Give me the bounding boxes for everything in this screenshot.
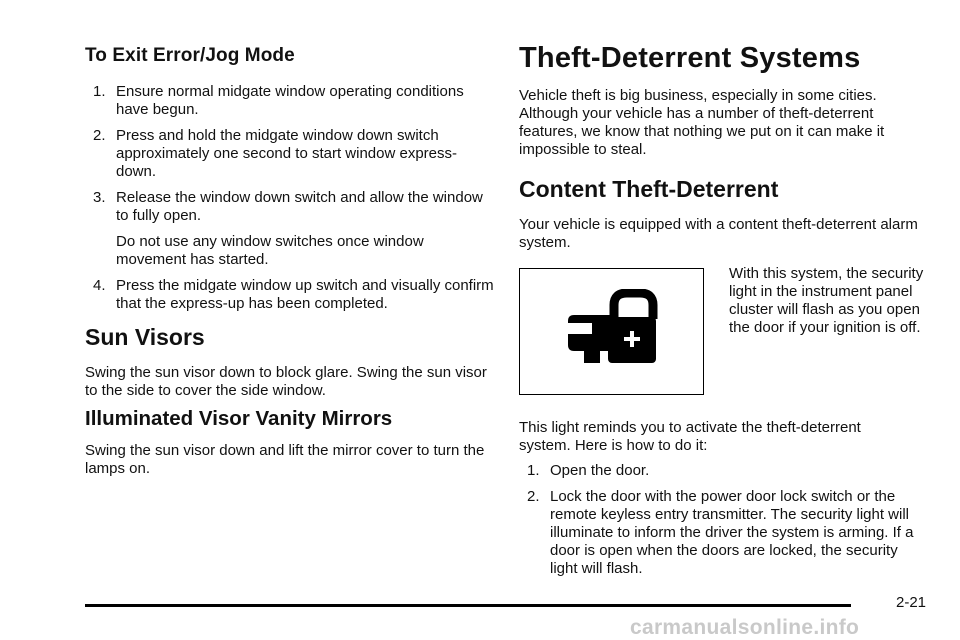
step-text: Press the midgate window up switch and visually confirm that the express-up has been completed. xyxy=(116,277,494,312)
security-light-description: With this system, the security light in the instrument panel cluster will flash as you open the door if your ignition is off. xyxy=(729,265,924,336)
sun-visors-text: Swing the sun visor down to block glare. Swing the sun visor to the side to cover the side window. xyxy=(85,364,487,399)
content-theft-heading: Content Theft-Deterrent xyxy=(519,176,779,202)
step-number: 1. xyxy=(93,83,106,100)
step-note xyxy=(85,233,495,269)
list-item xyxy=(85,277,495,313)
reminder-text: This light reminds you to activate the theft-deterrent system. Here is how to do it: xyxy=(519,419,861,454)
step-number: 1. xyxy=(527,462,540,479)
watermark: carmanualsonline.info xyxy=(630,616,860,639)
step-text: Lock the door with the power door lock switch or the remote keyless entry transmitter. The security light will illuminate to inform the driver the system is arming. If a door is open when the doors are locked, the security light will flash. xyxy=(550,488,914,577)
exit-error-jog-heading: To Exit Error/Jog Mode xyxy=(85,45,295,66)
list-item xyxy=(85,83,495,119)
footer-rule xyxy=(85,604,851,607)
list-item xyxy=(85,127,495,181)
step-number: 2. xyxy=(93,127,106,144)
theft-deterrent-text: Vehicle theft is big business, especially in some cities. Although your vehicle has a number of theft-deterrent features, we know that nothing we put on it can make it impossible to steal. xyxy=(519,87,885,158)
step-number: 4. xyxy=(93,277,106,294)
step-text: Open the door. xyxy=(550,462,650,479)
step-text: Ensure normal midgate window operating conditions have begun. xyxy=(116,83,464,118)
security-light-figure xyxy=(519,268,704,395)
mirrors-text: Swing the sun visor down and lift the mirror cover to turn the lamps on. xyxy=(85,442,485,477)
page-number: 2-21 xyxy=(896,594,927,611)
arming-steps-list xyxy=(519,462,929,586)
step-text: Press and hold the midgate window down switch approximately one second to start window express-down. xyxy=(116,127,458,180)
theft-deterrent-heading: Theft-Deterrent Systems xyxy=(519,42,861,74)
step-number: 2. xyxy=(527,488,540,505)
list-item xyxy=(519,488,929,578)
list-item xyxy=(519,462,929,480)
step-text: Do not use any window switches once window movement has started. xyxy=(116,233,424,268)
step-text: Release the window down switch and allow the window to fully open. xyxy=(116,189,483,224)
list-item xyxy=(85,189,495,225)
security-light-car-lock-icon xyxy=(564,289,660,371)
exit-steps-list xyxy=(85,83,495,321)
content-theft-text: Your vehicle is equipped with a content theft-deterrent alarm system. xyxy=(519,216,918,251)
step-number: 3. xyxy=(93,189,106,206)
mirrors-heading: Illuminated Visor Vanity Mirrors xyxy=(85,407,393,430)
sun-visors-heading: Sun Visors xyxy=(85,324,205,350)
